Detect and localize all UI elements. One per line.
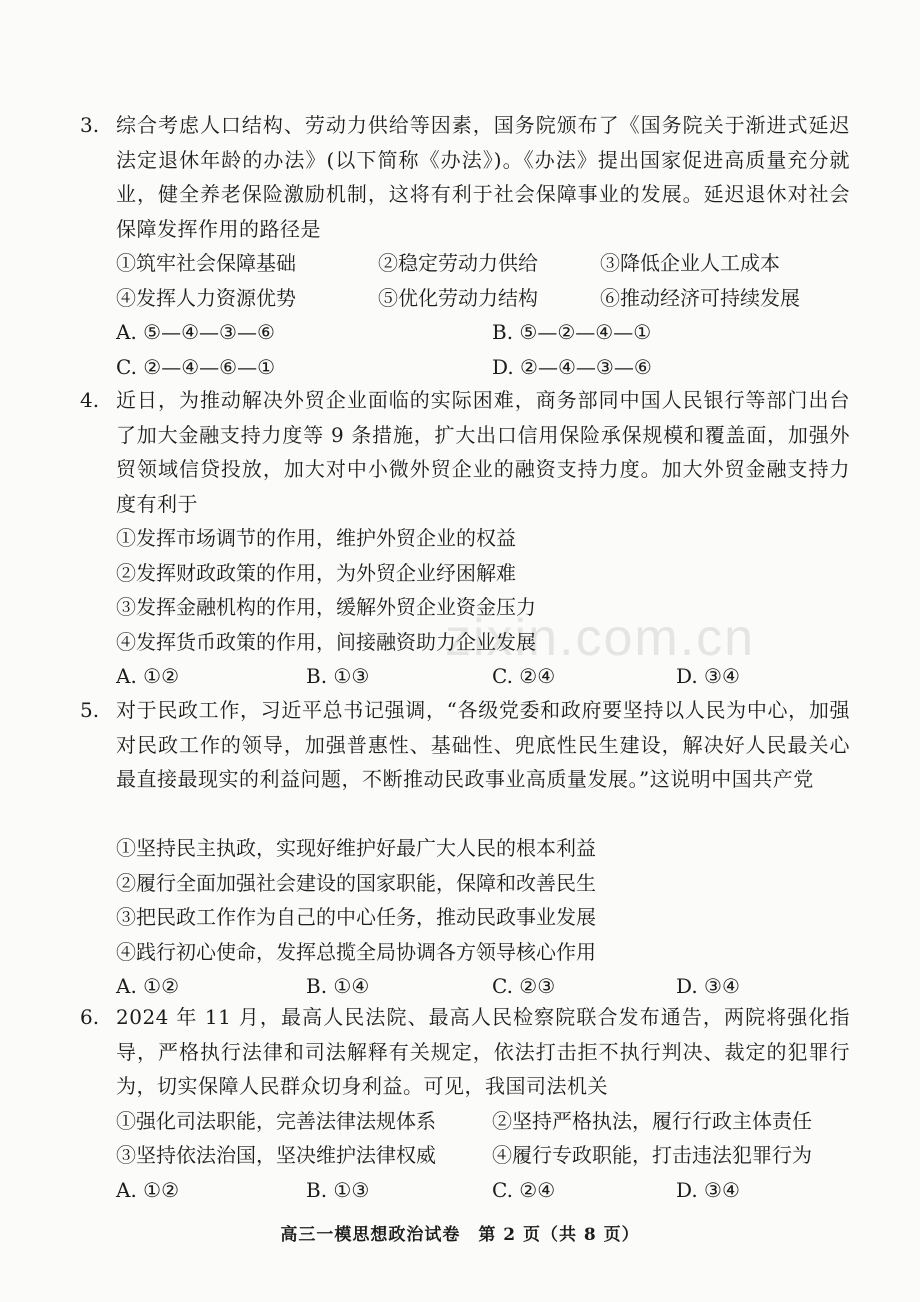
statement: ⑤优化劳动力结构: [378, 285, 538, 310]
option-b[interactable]: B. ⑤—②—④—①: [492, 320, 652, 344]
statement: ④践行初心使命，发挥总揽全局协调各方领导核心作用: [116, 939, 596, 964]
question-6: [80, 1000, 850, 1207]
option-c[interactable]: C. ②④: [492, 1177, 556, 1202]
option-b[interactable]: B. ①④: [306, 974, 370, 998]
question-stem: 2024 年 11 月，最高人民法院、最高人民检察院联合发布通告，两院将强化指导，严格执行法律和司法解释有关规定，依法打击拒不执行判决、裁定的犯罪行为，切实保障人民群众切身利益。可见，我国司法机关: [116, 1005, 850, 1098]
watermark: zixin.com.cn: [445, 609, 756, 667]
question-number: 3.: [80, 113, 100, 137]
option-a[interactable]: A. ①②: [116, 664, 180, 688]
statement: ①坚持民主执政，实现好维护好最广大人民的根本利益: [116, 836, 596, 860]
question-number: 4.: [80, 388, 100, 412]
statement: ④发挥货币政策的作用，间接融资助力企业发展: [116, 629, 536, 654]
statement-row: [116, 1104, 850, 1139]
option-row: [116, 315, 850, 350]
statement: ②发挥财政政策的作用，为外贸企业纾困解难: [116, 560, 516, 585]
statement: ③坚持依法治国，坚决维护法律权威: [116, 1143, 436, 1167]
option-a[interactable]: A. ①②: [116, 974, 180, 998]
statement: ⑥推动经济可持续发展: [600, 285, 800, 310]
option-c[interactable]: C. ②④: [492, 664, 556, 688]
question-number: 6.: [80, 1005, 100, 1029]
question-4: [80, 383, 850, 694]
option-b[interactable]: B. ①③: [306, 664, 370, 688]
option-c[interactable]: C. ②—④—⑥—①: [116, 354, 276, 379]
option-c[interactable]: C. ②③: [492, 974, 556, 998]
statement: ①筑牢社会保障基础: [116, 251, 296, 275]
statement: ③把民政工作作为自己的中心任务，推动民政事业发展: [116, 905, 596, 929]
option-b[interactable]: B. ①③: [306, 1177, 370, 1202]
statement: ②坚持严格执法，履行行政主体责任: [492, 1108, 812, 1133]
option-d[interactable]: D. ③④: [676, 1177, 740, 1202]
statement: ③降低企业人工成本: [600, 251, 780, 275]
statement: ④履行专政职能，打击违法犯罪行为: [492, 1143, 812, 1167]
option-row: [116, 350, 850, 385]
option-d[interactable]: D. ③④: [676, 974, 740, 998]
option-row: [116, 969, 850, 1004]
option-d[interactable]: D. ③④: [676, 664, 740, 688]
option-row: [116, 659, 850, 694]
statement: ②稳定劳动力供给: [378, 251, 538, 275]
statement-row: [116, 246, 850, 281]
statement-row: [116, 1138, 850, 1173]
option-a[interactable]: A. ①②: [116, 1177, 180, 1202]
question-stem: 近日，为推动解决外贸企业面临的实际困难，商务部同中国人民银行等部门出台了加大金融支持力度等 9 条措施，扩大出口信用保险承保规模和覆盖面，加强外贸领域信贷投放，加大对中小微外贸企业的融资支持力度。加大外贸金融支持力度有利于: [116, 388, 850, 516]
statement: ③发挥金融机构的作用，缓解外贸企业资金压力: [116, 595, 536, 619]
page-footer: 高三一模思想政治试卷 第 2 页（共 8 页）: [280, 1225, 640, 1245]
question-3: [80, 108, 850, 384]
statement-row: [116, 281, 850, 316]
option-a[interactable]: A. ⑤—④—③—⑥: [116, 320, 275, 344]
question-5: [80, 693, 850, 1004]
option-d[interactable]: D. ②—④—③—⑥: [492, 354, 652, 379]
statement: ①发挥市场调节的作用，维护外贸企业的权益: [116, 526, 516, 550]
statement: ②履行全面加强社会建设的国家职能，保障和改善民生: [116, 870, 596, 895]
statement: ①强化司法职能，完善法律法规体系: [116, 1108, 436, 1133]
option-row: [116, 1173, 850, 1208]
question-stem: 综合考虑人口结构、劳动力供给等因素，国务院颁布了《国务院关于渐进式延迟法定退休年龄的办法》(以下简称《办法》)。《办法》提出国家促进高质量充分就业，健全养老保险激励机制，这将有利于社会保障事业的发展。延迟退休对社会保障发挥作用的路径是: [116, 113, 850, 241]
question-stem: 对于民政工作，习近平总书记强调，“各级党委和政府要坚持以人民为中心，加强对民政工作的领导，加强普惠性、基础性、兜底性民生建设，解决好人民最关心最直接最现实的利益问题，不断推动民政事业高质量发展。”这说明中国共产党: [116, 698, 850, 791]
question-number: 5.: [80, 698, 100, 722]
statement: ④发挥人力资源优势: [116, 285, 296, 310]
